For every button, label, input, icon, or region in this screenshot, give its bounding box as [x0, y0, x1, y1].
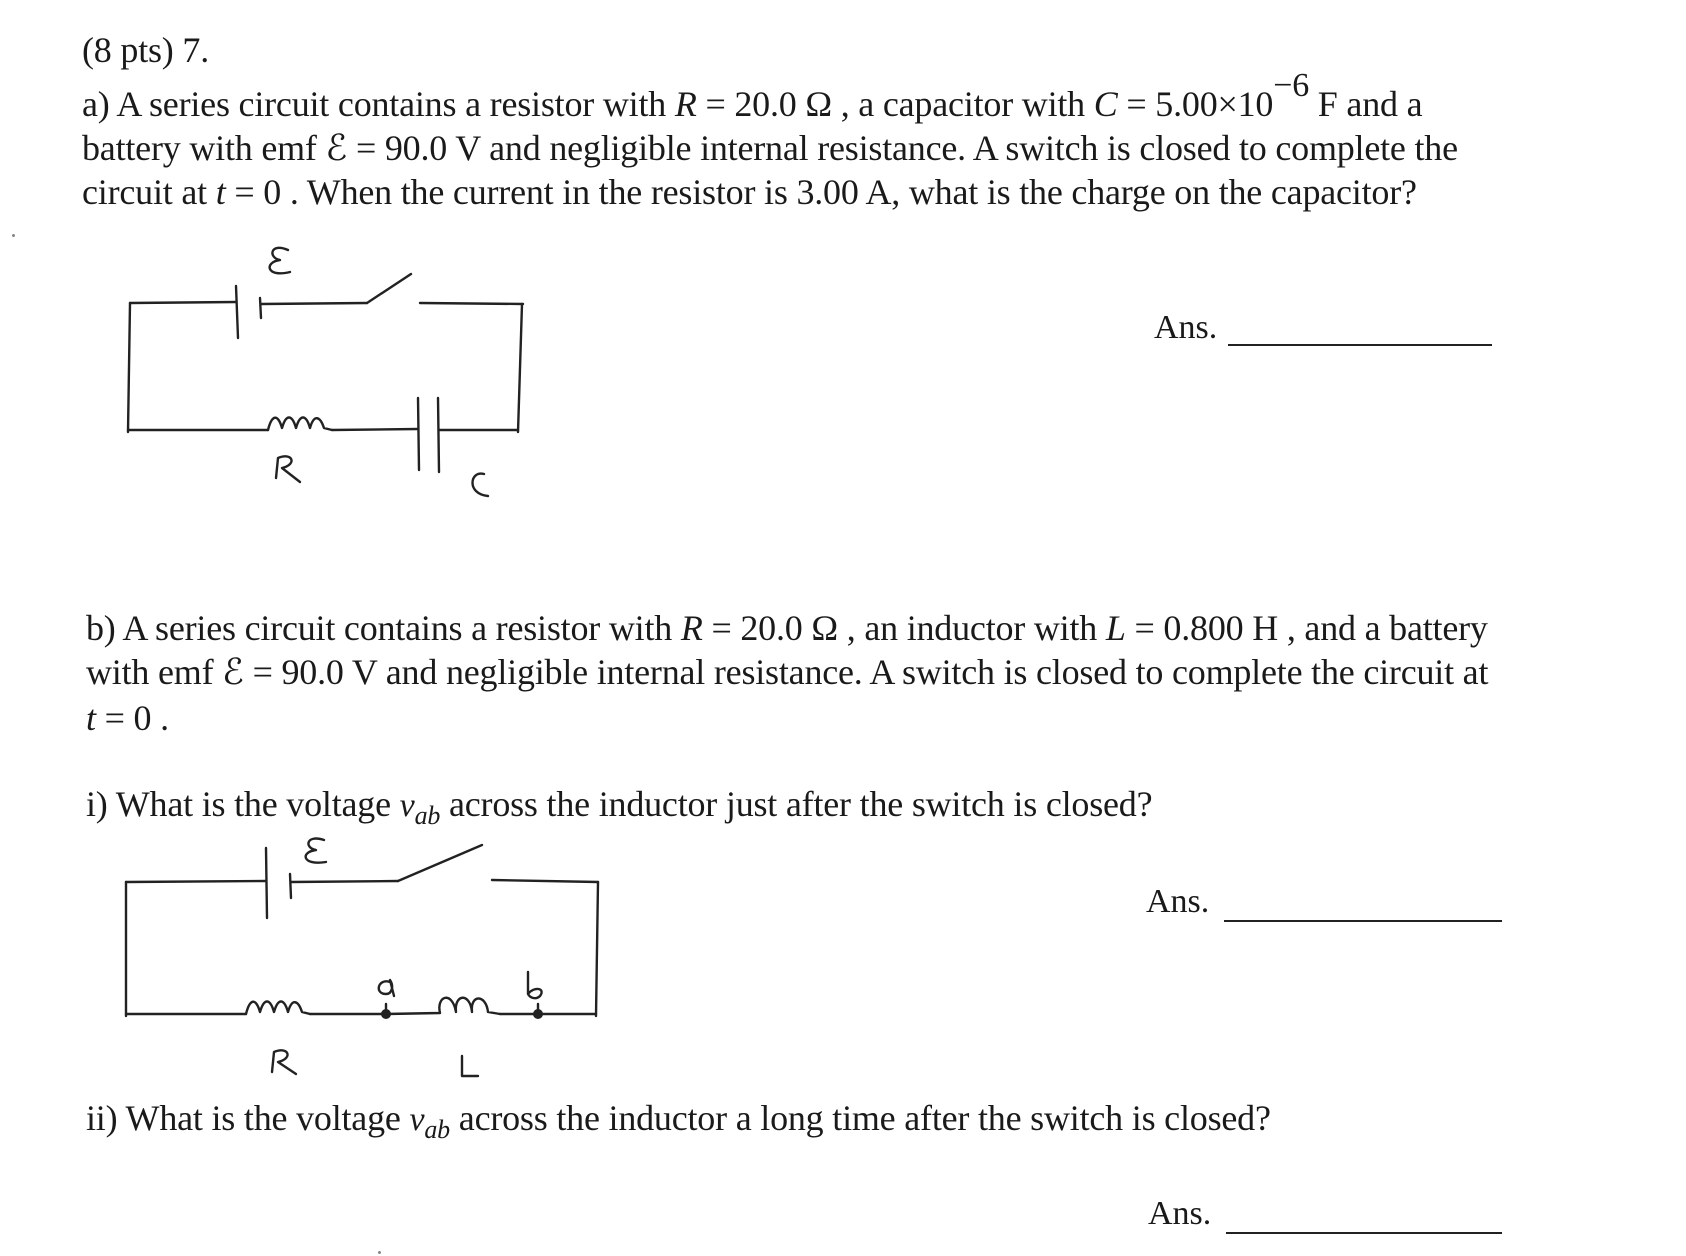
- part-b-line-2: with emf ℰ = 90.0 V and negligible internal resistance. A switch is closed to complete the circuit at: [86, 652, 1489, 692]
- answer-ii-label: Ans.: [1148, 1195, 1212, 1232]
- part-a-line-3: circuit at t = 0 . When the current in the resistor is 3.00 A, what is the charge on the capacitor?: [82, 172, 1417, 212]
- inductor-label-b: [462, 1056, 478, 1076]
- part-a-line-1: a) A series circuit contains a resistor with R = 20.0 Ω , a capacitor with C = 5.00×10−6 F and a: [82, 67, 1423, 124]
- node-b-label: [528, 972, 542, 998]
- wire-to-switch-b: [291, 881, 398, 882]
- battery-short-plate-b: [290, 874, 291, 898]
- scan-speck: [12, 234, 15, 237]
- part-a-line-2: battery with emf ℰ = 90.0 V and negligible internal resistance. A switch is closed to complete the: [82, 128, 1458, 168]
- answer-i-label: Ans.: [1146, 883, 1210, 920]
- emf-label-b: [306, 839, 326, 863]
- wire-top-right-b: [492, 880, 598, 882]
- answer-ii-blank[interactable]: [1226, 1232, 1502, 1234]
- node-a-label: [379, 980, 394, 996]
- resistor-zigzag-b: [246, 1002, 310, 1015]
- part-b-line-1: b) A series circuit contains a resistor with R = 20.0 Ω , an inductor with L = 0.800 H , and a battery: [86, 608, 1488, 648]
- question-ii: ii) What is the voltage $v_{ab}$ across the inductor a long time after the switch is closed?: [86, 1098, 1271, 1144]
- switch-lever-b: [398, 845, 482, 881]
- wire-top-left-b: [126, 881, 266, 882]
- node-b-dot: [533, 1009, 543, 1019]
- inductor-coils: [386, 998, 500, 1014]
- answer-i-blank[interactable]: [1224, 920, 1502, 922]
- resistor-label-b: [272, 1050, 296, 1074]
- battery-long-plate-b: [266, 848, 267, 918]
- header-text: (8 pts) 7.: [82, 30, 209, 70]
- scan-speck: [378, 1251, 381, 1254]
- answer-a-label: Ans.: [1154, 309, 1218, 346]
- part-b-line-3: t = 0 .: [86, 698, 169, 738]
- wire-right-b: [596, 882, 598, 1016]
- node-a-dot: [381, 1009, 391, 1019]
- question-i: i) What is the voltage $v_{ab}$ across the inductor just after the switch is closed?: [86, 784, 1153, 830]
